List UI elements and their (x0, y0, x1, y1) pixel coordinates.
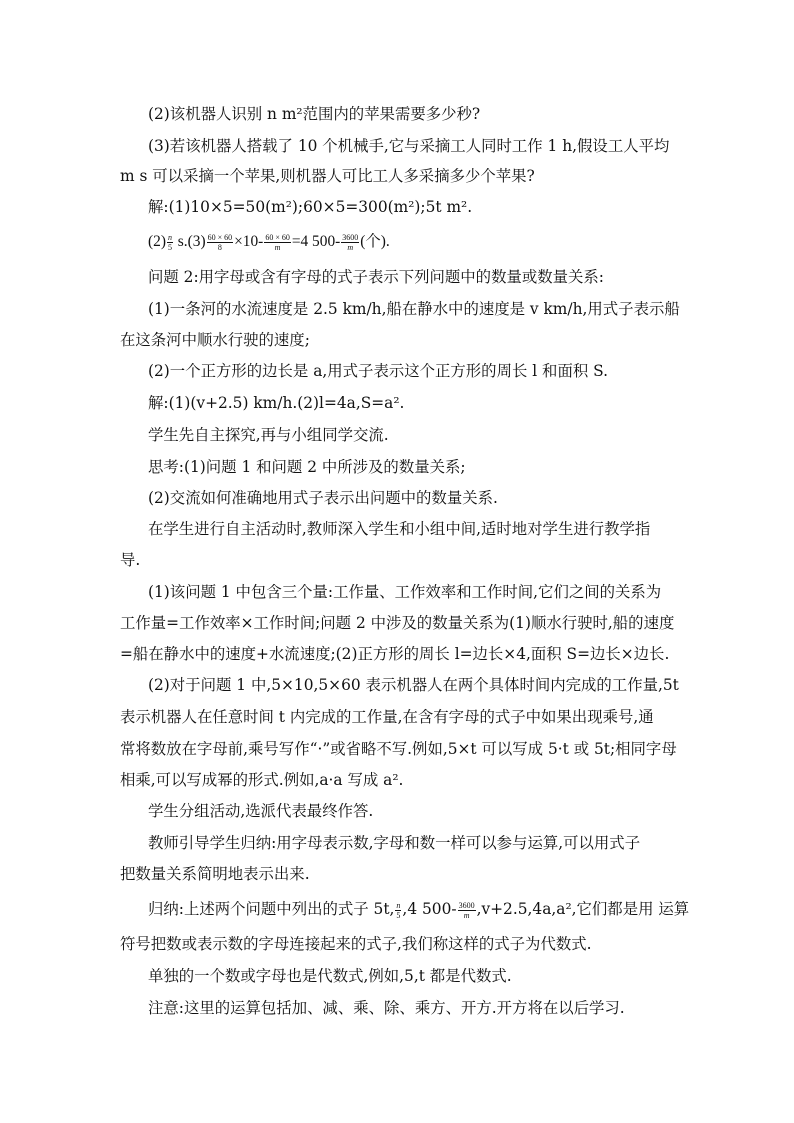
fraction (207, 233, 234, 252)
text-line: (2)该机器人识别 n m²范围内的苹果需要多少秒? (148, 105, 481, 123)
denominator: m (347, 242, 354, 252)
fraction (458, 901, 476, 920)
answer-line-fractions (148, 232, 390, 252)
text-segment: ,v+2.5,4a,a²,它们都是用 运算 (476, 900, 690, 918)
text-line: (1)该问题 1 中包含三个量:工作量、工作效率和工作时间,它们之间的关系为 (148, 583, 662, 601)
text-line: (2)一个正方形的边长是 a,用式子表示这个正方形的周长 l 和面积 S. (148, 362, 609, 380)
text-line: (1)一条河的水流速度是 2.5 km/h,船在静水中的速度是 v km/h,用式子表示船 (148, 300, 680, 318)
denominator: m (274, 242, 281, 252)
text-line: =船在静水中的速度+水流速度;(2)正方形的周长 l=边长×4,面积 S=边长×边长. (120, 645, 670, 663)
text-line: 导. (120, 551, 141, 569)
fraction (395, 901, 401, 920)
fraction (264, 233, 291, 252)
text-segment: ,4 500- (402, 900, 457, 918)
numerator: n (396, 900, 401, 910)
fraction (341, 233, 359, 252)
text-segment: 归纳:上述两个问题中列出的式子 5t, (148, 900, 395, 918)
denominator: m (463, 910, 470, 920)
text-line: 符号把数或表示数的字母连接起来的式子,我们称这样的式子为代数式. (120, 935, 592, 953)
text-line: 在这条河中顺水行驶的速度; (120, 331, 310, 349)
text-line: 教师引导学生归纳:用字母表示数,字母和数一样可以参与运算,可以用式子 (148, 834, 641, 852)
text-segment: (2) (148, 233, 166, 250)
text-segment: (个). (360, 233, 390, 250)
text-line: 工作量=工作效率×工作时间;问题 2 中涉及的数量关系为(1)顺水行驶时,船的速度 (120, 614, 675, 632)
text-line: (2)对于问题 1 中,5×10,5×60 表示机器人在两个具体时间内完成的工作量,5t (148, 676, 679, 694)
fraction (167, 233, 173, 252)
text-segment: =4 500- (291, 233, 341, 250)
text-line: 解:(1)10×5=50(m²);60×5=300(m²);5t m². (148, 198, 473, 216)
text-line: (2)交流如何准确地用式子表示出问题中的数量关系. (148, 489, 498, 507)
text-line: 在学生进行自主活动时,教师深入学生和小组中间,适时地对学生进行教学指 (148, 520, 651, 538)
denominator: 5 (167, 242, 172, 252)
summary-line-fractions (148, 899, 689, 920)
text-line: 问题 2:用字母或含有字母的式子表示下列问题中的数量或数量关系: (148, 268, 604, 286)
numerator: n (167, 232, 172, 242)
text-line: 表示机器人在任意时间 t 内完成的工作量,在含有字母的式子中如果出现乘号,通 (120, 708, 654, 726)
text-line: 注意:这里的运算包括加、减、乘、除、乘方、开方.开方将在以后学习. (148, 999, 625, 1017)
numerator: 60 × 60 (207, 232, 233, 242)
denominator: 5 (396, 910, 401, 920)
text-line: 把数量关系简明地表示出来. (120, 865, 310, 883)
text-segment: s.(3) (173, 233, 206, 250)
text-segment: ×10- (234, 233, 264, 250)
text-line: m s 可以采摘一个苹果,则机器人可比工人多采摘多少个苹果? (120, 167, 535, 185)
text-line: 相乘,可以写成幂的形式.例如,a·a 写成 a². (120, 771, 404, 789)
numerator: 3600 (458, 900, 475, 910)
text-line: 常将数放在字母前,乘号写作“·”或省略不写.例如,5×t 可以写成 5·t 或 5t;相同字母 (120, 740, 677, 758)
text-line: (3)若该机器人搭载了 10 个机械手,它与采摘工人同时工作 1 h,假设工人平均 (148, 137, 670, 155)
numerator: 3600 (342, 232, 359, 242)
text-line: 学生先自主探究,再与小组同学交流. (148, 426, 389, 444)
text-line: 解:(1)(v+2.5) km/h.(2)l=4a,S=a². (148, 394, 405, 412)
numerator: 60 × 60 (265, 232, 290, 242)
text-line: 学生分组活动,选派代表最终作答. (148, 802, 374, 820)
denominator: 8 (217, 242, 222, 252)
text-line: 单独的一个数或字母也是代数式,例如,5,t 都是代数式. (148, 967, 512, 985)
text-line: 思考:(1)问题 1 和问题 2 中所涉及的数量关系; (148, 458, 466, 476)
